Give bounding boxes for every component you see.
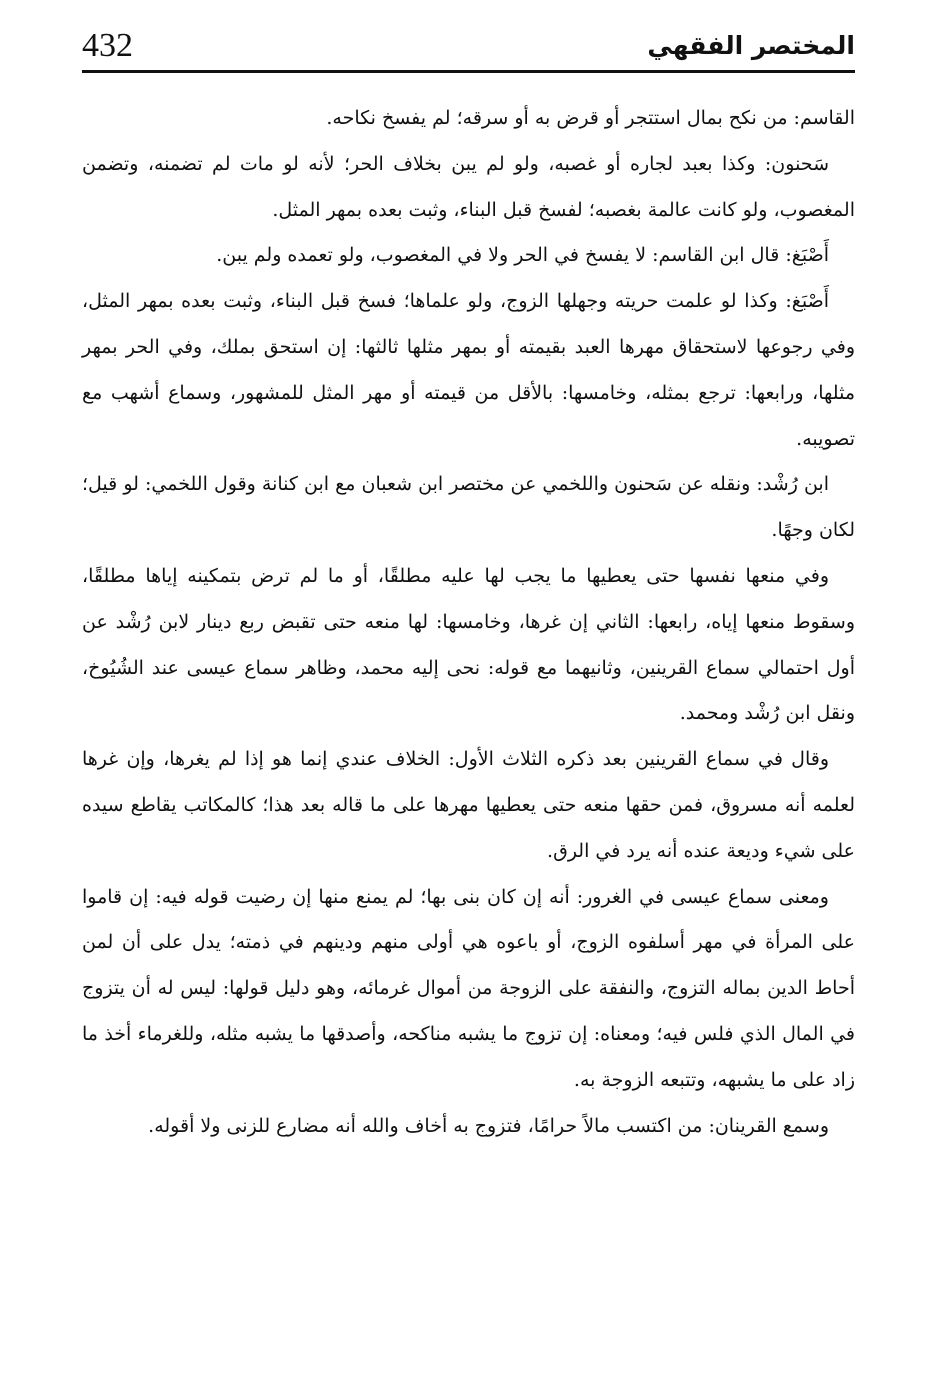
paragraph: ابن رُشْد: ونقله عن سَحنون واللخمي عن مختصر ابن شعبان مع ابن كنانة وقول اللخمي: لو قيل؛ لكان وجهًا. [82, 473, 855, 542]
paragraph: سَحنون: وكذا بعبد لجاره أو غصبه، ولو لم يبن بخلاف الحر؛ لأنه لو مات لم تضمنه، وتضمن المغصوب، ولو كانت عالمة بغصبه؛ لفسخ قبل البناء، وثبت بعده بمهر المثل. [82, 152, 855, 221]
paragraph: القاسم: من نكح بمال استتجر أو قرض به أو سرقه؛ لم يفسخ نكاحه. [326, 107, 855, 129]
paragraph: أَصْبَغ: قال ابن القاسم: لا يفسخ في الحر ولا في المغصوب، ولو تعمده ولم يبن. [216, 244, 829, 267]
page-number: 432 [82, 27, 133, 64]
running-title: المختصر الفقهي [647, 31, 855, 60]
paragraph: وفي منعها نفسها حتى يعطيها ما يجب لها عليه مطلقًا، أو ما لم ترض بتمكينه إياها مطلقًا، وسقوط منعها إياه، رابعها: الثاني إن غرها، وخامسها: لها منعه حتى تقبض ربع دينار لابن رُشْد عن أول احتمالي سماع القرينين، وثانيهما مع قوله: نحى إليه محمد، وظاهر سماع عيسى عند الشُيُوخ، ونقل ابن رُشْد ومحمد. [82, 564, 855, 725]
paragraph: أَصْبَغ: وكذا لو علمت حريته وجهلها الزوج، ولو علماها؛ فسخ قبل البناء، وثبت بعده بمهر المثل، وفي رجوعها لاستحقاق مهرها العبد بقيمته أو بمهر مثلها ثالثها: إن استحق بملك، وفي الحر بمهر مثلها، ورابعها: ترجع بمثله، وخامسها: بالأقل من قيمته أو مهر المثل للمشهور، وسماع أشهب مع تصويبه. [82, 290, 855, 450]
paragraph: وقال في سماع القرينين بعد ذكره الثلاث الأول: الخلاف عندي إنما هو إذا لم يغرها، وإن غرها لعلمه أنه مسروق، فمن حقها منعه حتى يعطيها مهرها على ما قاله بعد هذا؛ كالمكاتب يقاطع سيده على شيء وديعة عنده أنه يرد في الرق. [82, 748, 855, 862]
paragraph: ومعنى سماع عيسى في الغرور: أنه إن كان بنى بها؛ لم يمنع منها إن رضيت قوله فيه: إن قاموا على المرأة في مهر أسلفوه الزوج، أو باعوه هي أولى منهم ودينهم في ذمته؛ يدل على أن لمن أحاط الدين بماله التزوج، والنفقة على الزوجة من أموال غرمائه، وهو دليل قولها: ليس له أن يتزوج في المال الذي فلس فيه؛ ومعناه: إن تزوج ما يشبه مناكحه، وأصدقها ما يشبه مثله، وللغرماء أخذ ما زاد على ما يشبهه، وتتبعه الزوجة به. [82, 885, 855, 1091]
paragraph: وسمع القرينان: من اكتسب مالاً حرامًا، فتزوج به أخاف والله أنه مضارع للزنى ولا أقوله. [148, 1114, 829, 1137]
body-text [82, 96, 855, 1149]
page-header [82, 24, 855, 72]
header-divider [82, 70, 855, 73]
